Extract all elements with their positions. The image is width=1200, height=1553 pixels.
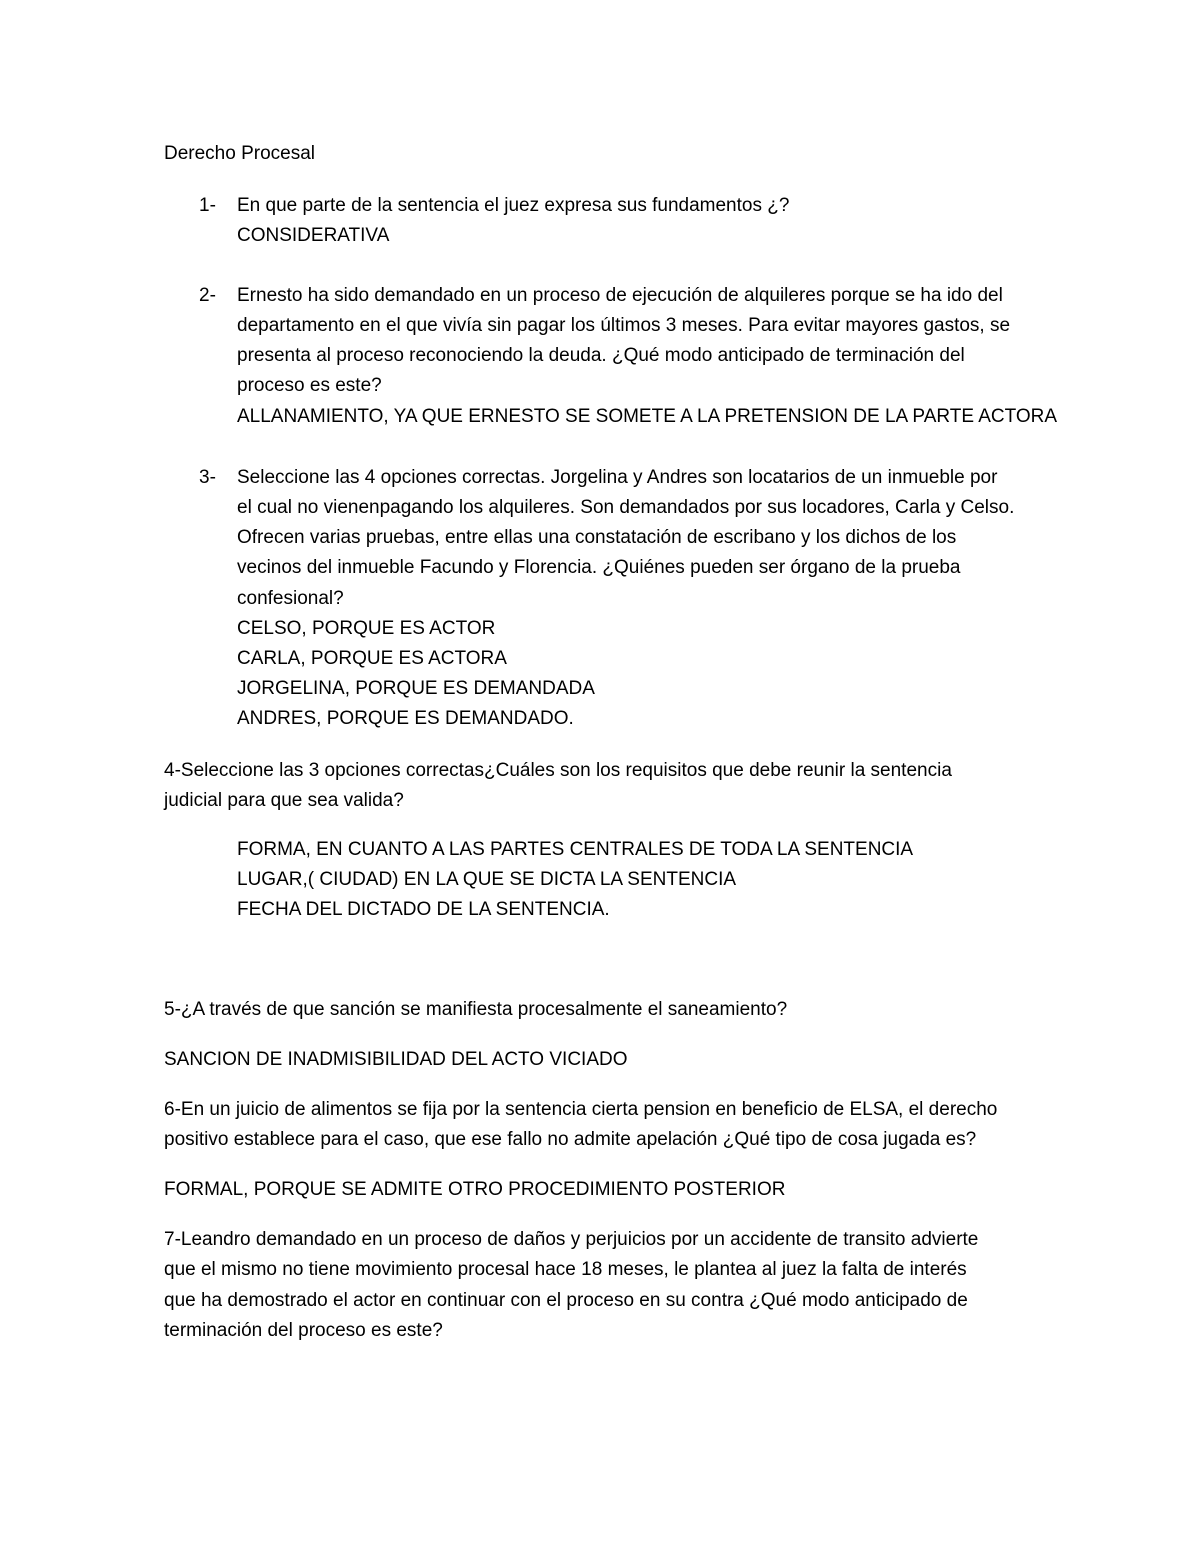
q2-number: 2- bbox=[199, 285, 216, 306]
q7-line: que ha demostrado el actor en continuar con el proceso en su contra ¿Qué modo anticipado de bbox=[164, 1290, 968, 1311]
q7-line: 7-Leandro demandado en un proceso de daños y perjuicios por un accidente de transito advierte bbox=[164, 1229, 979, 1250]
q2-line: proceso es este? bbox=[237, 375, 382, 396]
q3-line: Seleccione las 4 opciones correctas. Jorgelina y Andres son locatarios de un inmueble por bbox=[237, 467, 998, 488]
q1-question: En que parte de la sentencia el juez expresa sus fundamentos ¿? bbox=[237, 195, 790, 216]
q4-line: 4-Seleccione las 3 opciones correctas¿Cuáles son los requisitos que debe reunir la sentencia bbox=[164, 760, 952, 781]
q3-answer: ANDRES, PORQUE ES DEMANDADO. bbox=[237, 708, 574, 729]
q5-answer: SANCION DE INADMISIBILIDAD DEL ACTO VICIADO bbox=[164, 1049, 628, 1070]
q3-answer: CELSO, PORQUE ES ACTOR bbox=[237, 618, 496, 639]
q6-line: positivo establece para el caso, que ese fallo no admite apelación ¿Qué tipo de cosa jugada es? bbox=[164, 1129, 977, 1150]
q4-answer: FORMA, EN CUANTO A LAS PARTES CENTRALES DE TODA LA SENTENCIA bbox=[237, 839, 914, 860]
q1-answer: CONSIDERATIVA bbox=[237, 225, 390, 246]
q2-line: presenta al proceso reconociendo la deuda. ¿Qué modo anticipado de terminación del bbox=[237, 345, 965, 366]
q2-line: Ernesto ha sido demandado en un proceso de ejecución de alquileres porque se ha ido del bbox=[237, 285, 1003, 306]
q3-line: confesional? bbox=[237, 588, 344, 609]
q7-line: que el mismo no tiene movimiento procesal hace 18 meses, le plantea al juez la falta de interés bbox=[164, 1259, 967, 1280]
q4-line: judicial para que sea valida? bbox=[164, 790, 404, 811]
q2-line: departamento en el que vivía sin pagar los últimos 3 meses. Para evitar mayores gastos, se bbox=[237, 315, 1011, 336]
q3-line: vecinos del inmueble Facundo y Florencia. ¿Quiénes pueden ser órgano de la prueba bbox=[237, 557, 961, 578]
q4-answer: FECHA DEL DICTADO DE LA SENTENCIA. bbox=[237, 899, 610, 920]
document-title: Derecho Procesal bbox=[164, 143, 316, 164]
q3-number: 3- bbox=[199, 467, 216, 488]
q3-line: el cual no vienenpagando los alquileres. Son demandados por sus locadores, Carla y Celso. bbox=[237, 497, 1015, 518]
q6-answer: FORMAL, PORQUE SE ADMITE OTRO PROCEDIMIENTO POSTERIOR bbox=[164, 1179, 786, 1200]
q3-answer: CARLA, PORQUE ES ACTORA bbox=[237, 648, 507, 669]
q3-line: Ofrecen varias pruebas, entre ellas una constatación de escribano y los dichos de los bbox=[237, 527, 957, 548]
q2-answer: ALLANAMIENTO, YA QUE ERNESTO SE SOMETE A LA PRETENSION DE LA PARTE ACTORA bbox=[237, 406, 1058, 427]
q1-number: 1- bbox=[199, 195, 216, 216]
q4-answer: LUGAR,( CIUDAD) EN LA QUE SE DICTA LA SENTENCIA bbox=[237, 869, 737, 890]
q5-question: 5-¿A través de que sanción se manifiesta procesalmente el saneamiento? bbox=[164, 999, 788, 1020]
q6-line: 6-En un juicio de alimentos se fija por la sentencia cierta pension en beneficio de ELSA, el derecho bbox=[164, 1099, 998, 1120]
q7-line: terminación del proceso es este? bbox=[164, 1320, 443, 1341]
q3-answer: JORGELINA, PORQUE ES DEMANDADA bbox=[237, 678, 595, 699]
